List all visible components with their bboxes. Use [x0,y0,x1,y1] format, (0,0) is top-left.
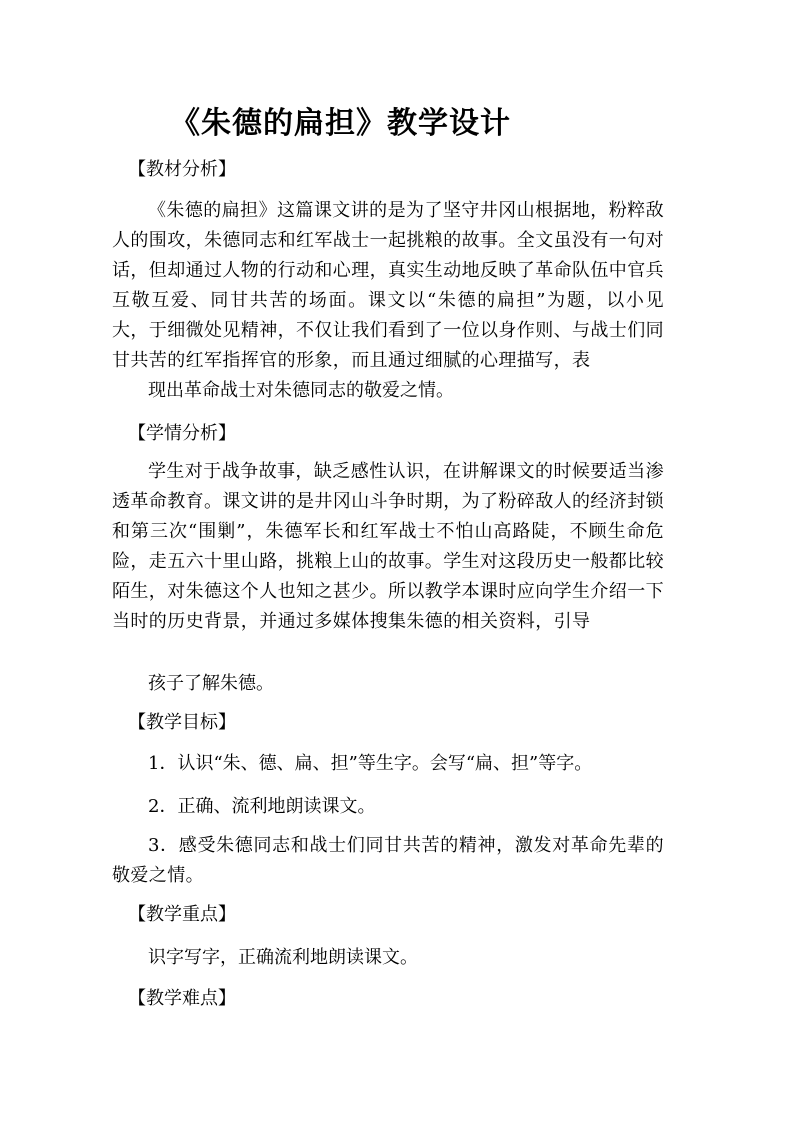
learner-paragraph: 学生对于战争故事，缺乏感性认识，在讲解课文的时候要适当渗透革命教育。课文讲的是井冈山斗争时期，为了粉碎敌人的经济封锁和第三次“围剿”，朱德军长和红军战士不怕山高路陡，不顾生命危险，走五六十里山路，挑粮上山的故事。学生对这段历史一般都比较陌生，对朱德这个人也知之甚少。所以教学本课时应向学生介绍一下当时的历史背景，并通过多媒体搜集朱德的相关资料，引导 [112,461,664,632]
analysis-paragraph-tail: 现出革命战士对朱德同志的敬爱之情。 [148,380,454,401]
section-heading-focus: 【教学重点】 [128,904,236,925]
section-heading-difficulty: 【教学难点】 [128,988,236,1009]
goal-item-2: 2．正确、流利地朗读课文。 [148,796,376,817]
focus-text: 识字写字，正确流利地朗读课文。 [148,947,418,968]
learner-paragraph-tail: 孩子了解朱德。 [148,673,274,694]
goal-item-1: 1．认识“朱、德、扁、担”等生字。会写“扁、担”等字。 [148,753,593,774]
goal-item-3: 3．感受朱德同志和战士们同甘共苦的精神，激发对革命先辈的敬爱之情。 [112,835,664,886]
section-heading-goals: 【教学目标】 [128,712,236,733]
section-heading-analysis: 【教材分析】 [128,159,236,180]
analysis-paragraph: 《朱德的扁担》这篇课文讲的是为了坚守井冈山根据地，粉粹敌人的围攻，朱德同志和红军战士一起挑粮的故事。全文虽没有一句对话，但却通过人物的行动和心理，真实生动地反映了革命队伍中官兵互敬互爱、同甘共苦的场面。课文以“朱德的扁担”为题，以小见大，于细微处见精神，不仅让我们看到了一位以身作则、与战士们同甘共苦的红军指挥官的形象，而且通过细腻的心理描写，表 [112,200,664,371]
page-title: 《朱德的扁担》教学设计 [170,106,511,141]
section-heading-learner: 【学情分析】 [128,423,236,444]
